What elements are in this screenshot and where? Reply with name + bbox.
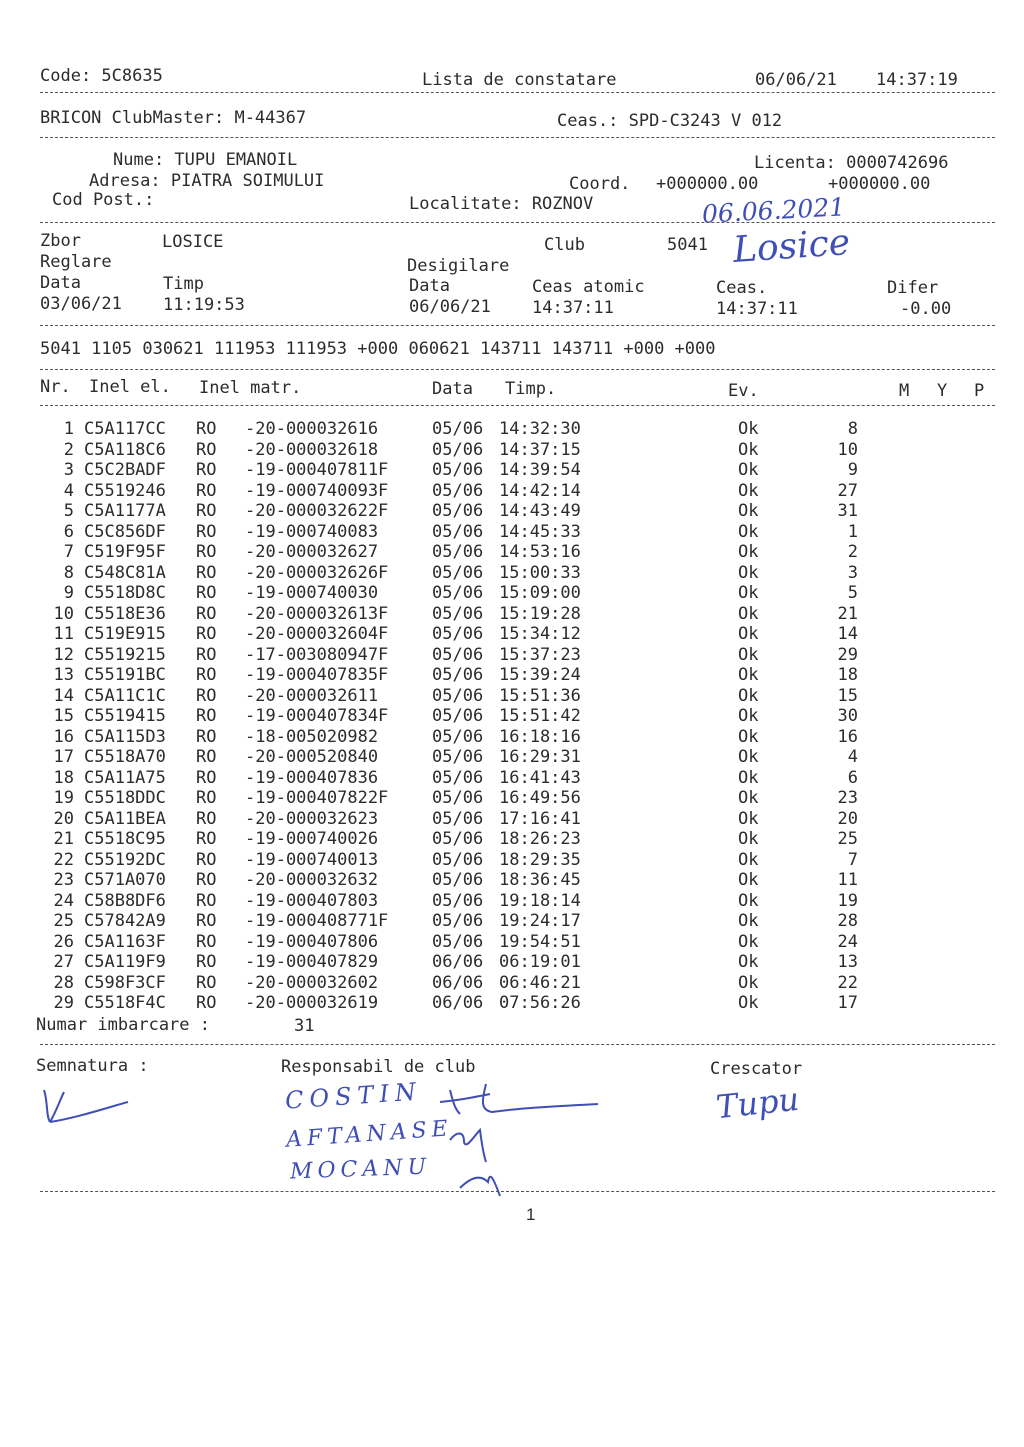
divider [40, 92, 995, 93]
position-number: 4 [847, 747, 858, 767]
electronic-ring: C5518F4C [84, 993, 166, 1013]
registration-ring: -19-000740083 [245, 521, 379, 542]
reglare-time: 11:19:53 [163, 295, 245, 315]
registration-ring: -18-005020982 [245, 726, 379, 747]
position-number: 9 [847, 460, 858, 480]
arrival-time: 07:56:26 [499, 993, 581, 1013]
registration-ring: -20-000032622F [245, 501, 389, 521]
responsabil-handwriting-1: COSTIN [284, 1077, 423, 1115]
position-number: 31 [837, 501, 858, 521]
arrival-date: 05/06 [432, 562, 484, 583]
row-number: 19 [53, 788, 74, 808]
event-status: Ok [738, 890, 759, 911]
registration-ring: -20-000032623 [245, 808, 379, 829]
registration-ring: -19-000407834F [245, 706, 389, 726]
country-code: RO [196, 952, 217, 972]
country-code: RO [196, 931, 217, 952]
arrival-time: 15:39:24 [499, 665, 581, 685]
data-label: Data [409, 276, 450, 296]
event-status: Ok [738, 460, 759, 480]
document-title: Lista de constatare [422, 70, 617, 90]
position-number: 16 [837, 726, 858, 747]
arrival-time: 17:16:41 [499, 808, 581, 829]
country-code: RO [196, 583, 217, 603]
position-number: 15 [837, 685, 858, 706]
electronic-ring: C5A11A75 [84, 767, 166, 788]
event-status: Ok [738, 747, 759, 767]
electronic-ring: C548C81A [84, 562, 166, 583]
row-number: 27 [53, 952, 74, 972]
event-status: Ok [738, 767, 759, 788]
code-label: Code: 5C8635 [40, 66, 163, 86]
desigilare-label: Desigilare [407, 256, 510, 276]
country-code: RO [196, 911, 217, 931]
position-number: 27 [837, 480, 858, 501]
crescator-signature: Tupu [714, 1079, 801, 1127]
event-status: Ok [738, 439, 759, 460]
row-number: 13 [53, 665, 74, 685]
row-number: 5 [63, 501, 74, 521]
registration-ring: -20-000032618 [245, 439, 379, 460]
registration-ring: -19-000740093F [245, 480, 389, 501]
arrival-date: 05/06 [432, 501, 484, 521]
event-status: Ok [738, 788, 759, 808]
arrival-time: 15:51:36 [499, 685, 581, 706]
country-code: RO [196, 972, 217, 993]
arrival-time: 16:18:16 [499, 726, 581, 747]
position-number: 23 [837, 788, 858, 808]
signature-scribble [36, 1082, 136, 1132]
country-code: RO [196, 542, 217, 562]
divider [40, 1044, 995, 1045]
club-value: 5041 [667, 235, 708, 255]
event-status: Ok [738, 644, 759, 665]
event-status: Ok [738, 706, 759, 726]
electronic-ring: C5A11BEA [84, 808, 166, 829]
registration-ring: -19-000407836 [245, 767, 379, 788]
arrival-date: 05/06 [432, 890, 484, 911]
responsabil-handwriting-2: AFTANASE [285, 1116, 454, 1153]
arrival-date: 05/06 [432, 542, 484, 562]
event-status: Ok [738, 501, 759, 521]
event-status: Ok [738, 562, 759, 583]
country-code: RO [196, 521, 217, 542]
row-number: 16 [53, 726, 74, 747]
country-code: RO [196, 419, 217, 439]
position-number: 11 [837, 870, 858, 890]
arrival-date: 05/06 [432, 911, 484, 931]
event-status: Ok [738, 480, 759, 501]
electronic-ring: C5A115D3 [84, 726, 166, 747]
header-inel-matr: Inel matr. [199, 378, 302, 398]
country-code: RO [196, 665, 217, 685]
coord-x: +000000.00 [656, 174, 759, 194]
registration-ring: -19-000407822F [245, 788, 389, 808]
arrival-time: 14:45:33 [499, 521, 581, 542]
arrival-time: 14:39:54 [499, 460, 581, 480]
position-number: 17 [837, 993, 858, 1013]
event-status: Ok [738, 419, 759, 439]
arrival-time: 14:43:49 [499, 501, 581, 521]
registration-ring: -20-000032602 [245, 972, 379, 993]
header-time: 14:37:19 [876, 70, 958, 90]
arrival-date: 05/06 [432, 829, 484, 849]
ceas-label: Ceas.: SPD-C3243 V 012 [557, 111, 783, 131]
arrival-time: 16:41:43 [499, 767, 581, 788]
arrival-date: 05/06 [432, 788, 484, 808]
electronic-ring: C519F95F [84, 542, 166, 562]
row-number: 21 [53, 829, 74, 849]
arrival-time: 19:18:14 [499, 890, 581, 911]
country-code: RO [196, 706, 217, 726]
licence-label: Licenta: 0000742696 [754, 153, 949, 173]
divider [40, 405, 995, 406]
clubmaster-label: BRICON ClubMaster: M-44367 [40, 108, 307, 128]
event-status: Ok [738, 931, 759, 952]
electronic-ring: C5C856DF [84, 521, 166, 542]
position-number: 18 [837, 665, 858, 685]
event-status: Ok [738, 665, 759, 685]
arrival-time: 15:34:12 [499, 624, 581, 644]
country-code: RO [196, 808, 217, 829]
page-number: 1 [526, 1205, 536, 1224]
position-number: 6 [847, 767, 858, 788]
electronic-ring: C5518E36 [84, 603, 166, 624]
registration-ring: -19-000740013 [245, 849, 379, 870]
electronic-ring: C5A117CC [84, 419, 166, 439]
position-number: 24 [837, 931, 858, 952]
event-status: Ok [738, 829, 759, 849]
arrival-time: 15:37:23 [499, 644, 581, 665]
difer-label: Difer [887, 278, 939, 298]
country-code: RO [196, 501, 217, 521]
header-date: 06/06/21 [755, 70, 837, 90]
registration-ring: -17-003080947F [245, 644, 389, 665]
registration-ring: -20-000032627 [245, 542, 379, 562]
position-number: 1 [847, 521, 858, 542]
row-number: 25 [53, 911, 74, 931]
club-label: Club [544, 235, 585, 255]
desigilare-clock-time: 14:37:11 [716, 299, 798, 319]
country-code: RO [196, 829, 217, 849]
zbor-label: Zbor [40, 231, 81, 251]
country-code: RO [196, 460, 217, 480]
arrival-time: 16:29:31 [499, 747, 581, 767]
position-number: 28 [837, 911, 858, 931]
country-code: RO [196, 993, 217, 1013]
country-code: RO [196, 562, 217, 583]
electronic-ring: C5A11C1C [84, 685, 166, 706]
handwritten-place: Losice [731, 221, 852, 272]
country-code: RO [196, 603, 217, 624]
row-number: 14 [53, 685, 74, 706]
numar-imbarcare-value: 31 [294, 1016, 315, 1036]
row-number: 18 [53, 767, 74, 788]
electronic-ring: C5518DDC [84, 788, 166, 808]
event-status: Ok [738, 993, 759, 1013]
arrival-date: 05/06 [432, 808, 484, 829]
divider [40, 1191, 995, 1192]
arrival-time: 18:26:23 [499, 829, 581, 849]
owner-address: Adresa: PIATRA SOIMULUI [89, 171, 325, 191]
country-code: RO [196, 870, 217, 890]
arrival-date: 05/06 [432, 767, 484, 788]
event-status: Ok [738, 603, 759, 624]
country-code: RO [196, 726, 217, 747]
reglare-date: 03/06/21 [40, 294, 122, 314]
row-number: 15 [53, 706, 74, 726]
country-code: RO [196, 624, 217, 644]
arrival-time: 14:37:15 [499, 439, 581, 460]
row-number: 10 [53, 603, 74, 624]
locality-label: Localitate: ROZNOV [409, 194, 594, 214]
coord-label: Coord. [569, 174, 631, 194]
electronic-ring: C5519246 [84, 480, 166, 501]
electronic-ring: C55191BC [84, 665, 166, 685]
ceas-atomic-label: Ceas atomic [532, 277, 645, 297]
row-number: 1 [63, 419, 74, 439]
numar-imbarcare-label: Numar imbarcare : [36, 1015, 210, 1035]
arrival-date: 05/06 [432, 849, 484, 870]
row-number: 20 [53, 808, 74, 829]
arrival-date: 06/06 [432, 993, 484, 1013]
position-number: 13 [837, 952, 858, 972]
event-status: Ok [738, 870, 759, 890]
registration-ring: -19-000408771F [245, 911, 389, 931]
arrival-date: 05/06 [432, 685, 484, 706]
arrival-time: 16:49:56 [499, 788, 581, 808]
arrival-date: 05/06 [432, 931, 484, 952]
registration-ring: -19-000407803 [245, 890, 379, 911]
crescator-label: Crescator [710, 1059, 803, 1079]
registration-ring: -20-000032604F [245, 624, 389, 644]
country-code: RO [196, 439, 217, 460]
registration-ring: -19-000407835F [245, 665, 389, 685]
row-number: 3 [63, 460, 74, 480]
row-number: 26 [53, 931, 74, 952]
handwritten-date: 06.06.2021 [701, 192, 846, 229]
electronic-ring: C5518C95 [84, 829, 166, 849]
arrival-date: 05/06 [432, 480, 484, 501]
row-number: 2 [63, 439, 74, 460]
row-number: 22 [53, 849, 74, 870]
event-status: Ok [738, 808, 759, 829]
arrival-date: 05/06 [432, 665, 484, 685]
header-m: M [899, 381, 910, 401]
arrival-date: 05/06 [432, 644, 484, 665]
data-label: Data [40, 273, 81, 293]
row-number: 11 [53, 624, 74, 644]
event-status: Ok [738, 911, 759, 931]
registration-ring: -20-000032619 [245, 993, 379, 1013]
arrival-date: 05/06 [432, 624, 484, 644]
country-code: RO [196, 685, 217, 706]
event-status: Ok [738, 542, 759, 562]
ceas-label: Ceas. [716, 278, 768, 298]
country-code: RO [196, 890, 217, 911]
arrival-time: 15:09:00 [499, 583, 581, 603]
registration-ring: -19-000407829 [245, 952, 379, 972]
country-code: RO [196, 644, 217, 665]
row-number: 23 [53, 870, 74, 890]
position-number: 10 [837, 439, 858, 460]
electronic-ring: C57842A9 [84, 911, 166, 931]
position-number: 22 [837, 972, 858, 993]
timp-label: Timp [163, 274, 204, 294]
arrival-time: 06:46:21 [499, 972, 581, 993]
responsabil-label: Responsabil de club [281, 1057, 476, 1077]
registration-ring: -20-000032632 [245, 870, 379, 890]
registration-ring: -20-000032611 [245, 685, 379, 706]
code-line: 5041 1105 030621 111953 111953 +000 060621 143711 143711 +000 +000 [40, 339, 716, 359]
registration-ring: -19-000740026 [245, 829, 379, 849]
electronic-ring: C519E915 [84, 624, 166, 644]
position-number: 14 [837, 624, 858, 644]
arrival-time: 18:29:35 [499, 849, 581, 870]
coord-y: +000000.00 [828, 174, 931, 194]
arrival-time: 06:19:01 [499, 952, 581, 972]
header-timp: Timp. [505, 379, 557, 399]
arrival-date: 05/06 [432, 460, 484, 480]
country-code: RO [196, 788, 217, 808]
arrival-date: 05/06 [432, 747, 484, 767]
electronic-ring: C598F3CF [84, 972, 166, 993]
electronic-ring: C5A1177A [84, 501, 166, 521]
arrival-date: 05/06 [432, 439, 484, 460]
row-number: 12 [53, 644, 74, 665]
divider [40, 222, 995, 223]
registration-ring: -19-000407806 [245, 931, 379, 952]
arrival-date: 05/06 [432, 521, 484, 542]
event-status: Ok [738, 583, 759, 603]
electronic-ring: C5518D8C [84, 583, 166, 603]
desigilare-date: 06/06/21 [409, 297, 491, 317]
arrival-date: 05/06 [432, 870, 484, 890]
position-number: 8 [847, 419, 858, 439]
registration-ring: -19-000740030 [245, 583, 379, 603]
arrival-time: 15:51:42 [499, 706, 581, 726]
event-status: Ok [738, 521, 759, 542]
event-status: Ok [738, 972, 759, 993]
arrival-date: 05/06 [432, 583, 484, 603]
electronic-ring: C5518A70 [84, 747, 166, 767]
registration-ring: -20-000520840 [245, 747, 379, 767]
row-number: 24 [53, 890, 74, 911]
electronic-ring: C58B8DF6 [84, 890, 166, 911]
row-number: 28 [53, 972, 74, 993]
electronic-ring: C5519415 [84, 706, 166, 726]
arrival-date: 05/06 [432, 706, 484, 726]
desigilare-atomic-time: 14:37:11 [532, 298, 614, 318]
country-code: RO [196, 747, 217, 767]
reglare-label: Reglare [40, 252, 112, 272]
event-status: Ok [738, 624, 759, 644]
arrival-time: 14:32:30 [499, 419, 581, 439]
event-status: Ok [738, 952, 759, 972]
header-ev: Ev. [728, 381, 759, 401]
arrival-time: 14:42:14 [499, 480, 581, 501]
event-status: Ok [738, 685, 759, 706]
row-number: 6 [63, 521, 74, 542]
row-number: 7 [63, 542, 74, 562]
registration-ring: -20-000032613F [245, 603, 389, 624]
country-code: RO [196, 849, 217, 870]
row-number: 29 [53, 993, 74, 1013]
semnatura-label: Semnatura : [36, 1056, 149, 1076]
position-number: 29 [837, 644, 858, 665]
position-number: 21 [837, 603, 858, 624]
header-nr: Nr. [40, 377, 71, 397]
registration-ring: -19-000407811F [245, 460, 389, 480]
country-code: RO [196, 480, 217, 501]
header-inel-el: Inel el. [89, 377, 171, 397]
electronic-ring: C5519215 [84, 644, 166, 665]
electronic-ring: C571A070 [84, 870, 166, 890]
postal-code-label: Cod Post.: [52, 190, 155, 210]
electronic-ring: C5A1163F [84, 931, 166, 952]
divider [40, 137, 995, 138]
row-number: 9 [63, 583, 74, 603]
arrival-date: 06/06 [432, 972, 484, 993]
zbor-value: LOSICE [162, 232, 224, 252]
header-data: Data [432, 379, 473, 399]
row-number: 4 [63, 480, 74, 501]
arrival-date: 05/06 [432, 419, 484, 439]
row-number: 8 [63, 562, 74, 583]
electronic-ring: C5A119F9 [84, 952, 166, 972]
position-number: 20 [837, 808, 858, 829]
country-code: RO [196, 767, 217, 788]
row-number: 17 [53, 747, 74, 767]
arrival-time: 19:54:51 [499, 931, 581, 952]
position-number: 30 [837, 706, 858, 726]
arrival-time: 15:19:28 [499, 603, 581, 624]
arrival-date: 06/06 [432, 952, 484, 972]
registration-ring: -20-000032616 [245, 419, 379, 439]
arrival-time: 18:36:45 [499, 870, 581, 890]
divider [40, 325, 995, 326]
electronic-ring: C55192DC [84, 849, 166, 870]
event-status: Ok [738, 849, 759, 870]
owner-name: Nume: TUPU EMANOIL [113, 150, 298, 170]
arrival-date: 05/06 [432, 603, 484, 624]
arrival-time: 15:00:33 [499, 562, 581, 583]
divider [40, 369, 995, 370]
registration-ring: -20-000032626F [245, 562, 389, 583]
header-p: P [974, 381, 985, 401]
arrival-time: 19:24:17 [499, 911, 581, 931]
electronic-ring: C5A118C6 [84, 439, 166, 460]
responsabil-signatures [430, 1070, 610, 1200]
position-number: 5 [847, 583, 858, 603]
position-number: 25 [837, 829, 858, 849]
difer-value: -0.00 [900, 299, 952, 319]
position-number: 19 [837, 890, 858, 911]
arrival-date: 05/06 [432, 726, 484, 747]
event-status: Ok [738, 726, 759, 747]
responsabil-handwriting-3: MOCANU [289, 1154, 432, 1185]
electronic-ring: C5C2BADF [84, 460, 166, 480]
position-number: 3 [847, 562, 858, 583]
arrival-time: 14:53:16 [499, 542, 581, 562]
header-y: Y [937, 381, 948, 401]
position-number: 7 [847, 849, 858, 870]
position-number: 2 [847, 542, 858, 562]
